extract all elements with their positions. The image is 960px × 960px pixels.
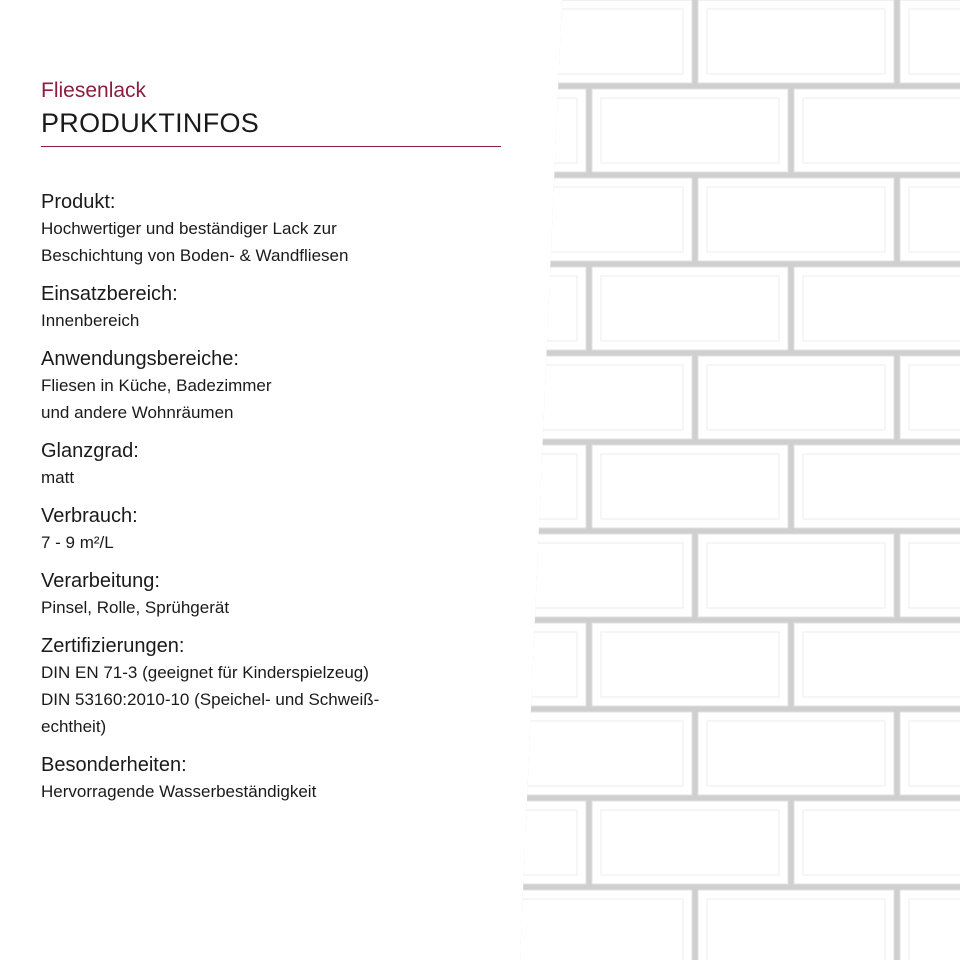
section-heading: Glanzgrad: [41, 440, 139, 462]
tile [794, 267, 960, 350]
tile [496, 534, 692, 617]
tile [698, 534, 894, 617]
tile-bevel [303, 9, 481, 74]
section-text-line: Pinsel, Rolle, Sprühgerät [41, 598, 230, 617]
tile [794, 89, 960, 172]
tile [592, 267, 788, 350]
tile [294, 890, 490, 960]
section-text-line: 7 - 9 m²/L [41, 533, 114, 552]
tile [496, 712, 692, 795]
tile [698, 356, 894, 439]
section-heading: Besonderheiten: [41, 754, 187, 776]
tile [794, 801, 960, 884]
section-produkt [41, 189, 511, 269]
section-text-line: echtheit) [41, 717, 107, 736]
page-title: PRODUKTINFOS [41, 108, 260, 138]
tile [592, 623, 788, 706]
section-heading: Anwendungsbereiche: [41, 348, 239, 370]
section-text-line: matt [41, 468, 75, 487]
tile [592, 89, 788, 172]
tile [698, 890, 894, 960]
tile [794, 445, 960, 528]
tile [698, 712, 894, 795]
section-text-line: DIN 53160:2010-10 (Speichel- und Schweiß- [41, 690, 380, 709]
section-text-line: Beschichtung von Boden- & Wandfliesen [41, 246, 349, 265]
section-heading: Verbrauch: [41, 505, 138, 527]
tile [496, 890, 692, 960]
product-category-label: Fliesenlack [41, 79, 147, 102]
section-verarbeitung [41, 568, 511, 621]
tile-bevel [303, 899, 481, 960]
tile [698, 178, 894, 261]
section-verbrauch [41, 503, 511, 556]
section-heading: Produkt: [41, 191, 116, 213]
section-heading: Einsatzbereich: [41, 283, 178, 305]
section-zertifizierungen [41, 633, 511, 740]
tile [592, 445, 788, 528]
section-heading: Zertifizierungen: [41, 635, 185, 657]
title-divider [41, 146, 501, 147]
section-heading: Verarbeitung: [41, 570, 160, 592]
section-anwendungsbereiche [41, 346, 511, 426]
section-text-line: und andere Wohnräumen [41, 403, 234, 422]
section-einsatzbereich [41, 281, 511, 334]
tile [698, 0, 894, 83]
tile [496, 178, 692, 261]
tile-bevel [197, 810, 375, 875]
section-text-line: Hervorragende Wasserbeständigkeit [41, 782, 317, 801]
tile [794, 623, 960, 706]
tile [496, 0, 692, 83]
product-info-panel [41, 78, 511, 817]
section-text-line: Fliesen in Küche, Badezimmer [41, 376, 272, 395]
tile [294, 0, 490, 83]
info-sections [41, 189, 511, 805]
section-text-line: DIN EN 71-3 (geeignet für Kinderspielzeug) [41, 663, 369, 682]
tile [592, 801, 788, 884]
tile [496, 356, 692, 439]
section-text-line: Innenbereich [41, 311, 140, 330]
section-glanzgrad [41, 438, 511, 491]
section-besonderheiten [41, 752, 511, 805]
section-text-line: Hochwertiger und beständiger Lack zur [41, 219, 337, 238]
